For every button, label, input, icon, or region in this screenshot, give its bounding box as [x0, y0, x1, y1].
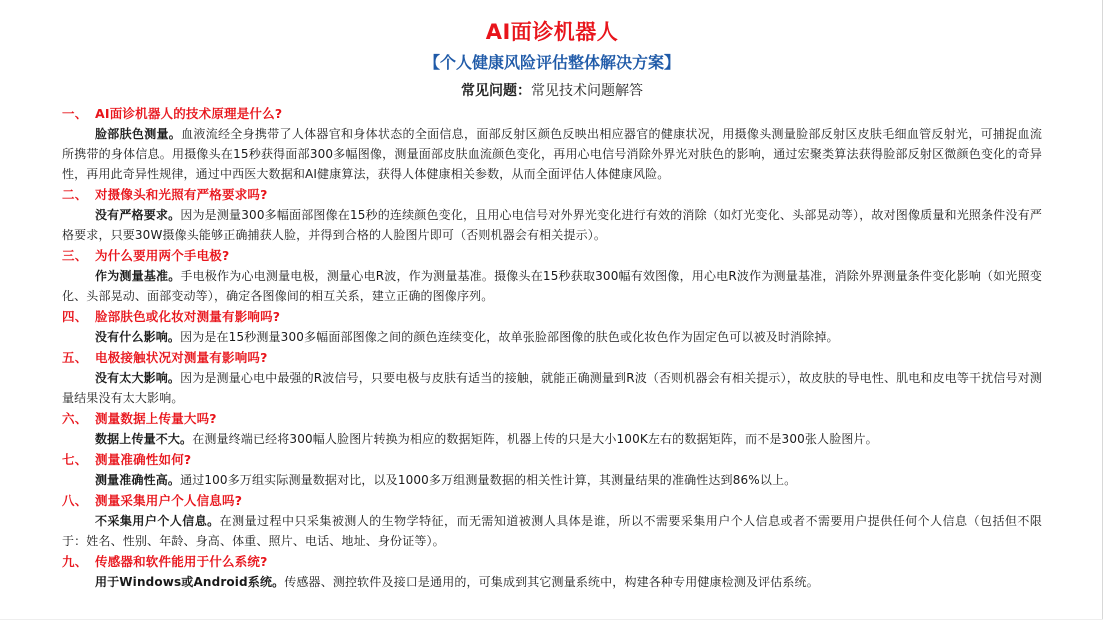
faq-answer [62, 368, 1042, 408]
faq-answer-lead: 测量准确性高。 [95, 473, 181, 487]
faq-heading-text: 常见技术问题解答 [531, 83, 643, 99]
faq-answer-lead: 没有什么影响。 [95, 330, 181, 344]
faq-question [62, 449, 1042, 470]
faq-answer-body: 因为是测量心电中最强的R波信号，只要电极与皮肤有适当的接触，就能正确测量到R波（否则机器会有相关提示），故皮肤的导电性、肌电和皮电等干扰信号对测量结果没有太大影响。 [62, 371, 1042, 405]
faq-question-text: 对摄像头和光照有严格要求吗? [95, 187, 268, 202]
faq-answer-body: 因为是在15秒测量300多幅面部图像之间的颜色连续变化，故单张脸部图像的肤色或化妆色作为固定色可以被及时消除掉。 [180, 330, 839, 344]
faq-answer-lead: 用于Windows或Android系统。 [95, 575, 285, 589]
faq-answer-body: 在测量终端已经将300幅人脸图片转换为相应的数据矩阵，机器上传的只是大小100K左右的数据矩阵，而不是300张人脸图片。 [192, 432, 878, 446]
faq-question [62, 306, 1042, 327]
faq-answer [62, 124, 1042, 184]
faq-answer [62, 266, 1042, 306]
faq-answer-lead: 作为测量基准。 [95, 269, 181, 283]
faq-question [62, 551, 1042, 572]
faq-number: 七、 [62, 452, 88, 467]
faq-answer-body: 血液流经全身携带了人体器官和身体状态的全面信息，面部反射区颜色反映出相应器官的健康状况，用摄像头测量脸部反射区皮肤毛细血管反射光，可捕捉血流所携带的身体信息。用摄像头在15秒获得面部300多幅图像，测量面部皮肤血流颜色变化，再用心电信号消除外界光对肤色的影响，通过宏聚类算法获得脸部反射区微颜色变化的奇异性，再用此奇异性规律，通过中西医大数据和AI健康算法，获得人体健康相关参数，从而全面评估人体健康风险。 [62, 127, 1042, 181]
faq-number: 五、 [62, 350, 88, 365]
faq-number: 四、 [62, 309, 88, 324]
faq-item [62, 408, 1042, 449]
faq-question-text: 测量采集用户个人信息吗? [95, 493, 243, 508]
faq-question [62, 490, 1042, 511]
faq-item [62, 551, 1042, 592]
faq-number: 一、 [62, 106, 88, 121]
faq-question-text: 传感器和软件能用于什么系统? [95, 554, 268, 569]
faq-item [62, 306, 1042, 347]
faq-number: 六、 [62, 411, 88, 426]
faq-answer-body: 手电极作为心电测量电极，测量心电R波，作为测量基准。摄像头在15秒获取300幅有效图像，用心电R波作为测量基准，消除外界测量条件变化影响（如光照变化、头部晃动、面部变动等），确定各图像间的相互关系，建立正确的图像序列。 [62, 269, 1042, 303]
faq-answer [62, 327, 1042, 347]
faq-heading-label: 常见问题： [461, 83, 531, 99]
faq-answer [62, 572, 1042, 592]
faq-question-text: 脸部肤色或化妆对测量有影响吗? [95, 309, 281, 324]
faq-answer [62, 470, 1042, 490]
faq-answer-body: 在测量过程中只采集被测人的生物学特征，而无需知道被测人具体是谁，所以不需要采集用户个人信息或者不需要用户提供任何个人信息（包括但不限于：姓名、性别、年龄、身高、体重、照片、电话、地址、身份证等）。 [62, 514, 1042, 548]
faq-item [62, 245, 1042, 306]
faq-answer-body: 因为是测量300多幅面部图像在15秒的连续颜色变化，且用心电信号对外界光变化进行有效的消除（如灯光变化、头部晃动等），故对图像质量和光照条件没有严格要求，只要30W摄像头能够正确捕获人脸，并得到合格的人脸图片即可（否则机器会有相关提示）。 [62, 208, 1042, 242]
faq-question [62, 245, 1042, 266]
faq-item [62, 184, 1042, 245]
faq-question-text: 测量准确性如何? [95, 452, 192, 467]
faq-answer [62, 205, 1042, 245]
faq-question-text: 电极接触状况对测量有影响吗? [95, 350, 268, 365]
faq-question [62, 103, 1042, 124]
faq-number: 二、 [62, 187, 88, 202]
faq-list [62, 103, 1042, 592]
document-page [62, 0, 1042, 592]
faq-question [62, 408, 1042, 429]
faq-answer-lead: 没有严格要求。 [95, 208, 181, 222]
faq-item [62, 449, 1042, 490]
faq-answer-lead: 没有太大影响。 [95, 371, 181, 385]
faq-number: 三、 [62, 248, 88, 263]
faq-answer-body: 传感器、测控软件及接口是通用的，可集成到其它测量系统中，构建各种专用健康检测及评估系统。 [284, 575, 819, 589]
faq-heading [62, 81, 1042, 101]
faq-answer-lead: 不采集用户个人信息。 [95, 514, 220, 528]
faq-item [62, 347, 1042, 408]
faq-question-text: 测量数据上传量大吗? [95, 411, 217, 426]
faq-item [62, 490, 1042, 551]
faq-question-text: AI面诊机器人的技术原理是什么? [95, 106, 283, 121]
page-title: AI面诊机器人 [485, 20, 619, 44]
faq-item [62, 103, 1042, 184]
faq-answer [62, 511, 1042, 551]
faq-answer-lead: 脸部肤色测量。 [95, 127, 182, 141]
faq-answer [62, 429, 1042, 449]
faq-number: 九、 [62, 554, 88, 569]
faq-number: 八、 [62, 493, 88, 508]
faq-question [62, 347, 1042, 368]
faq-question [62, 184, 1042, 205]
faq-answer-lead: 数据上传量不大。 [95, 432, 193, 446]
faq-question-text: 为什么要用两个手电极? [95, 248, 230, 263]
faq-answer-body: 通过100多万组实际测量数据对比，以及1000多万组测量数据的相关性计算，其测量结果的准确性达到86%以上。 [180, 473, 797, 487]
page-subtitle: 【个人健康风险评估整体解决方案】 [423, 53, 680, 72]
